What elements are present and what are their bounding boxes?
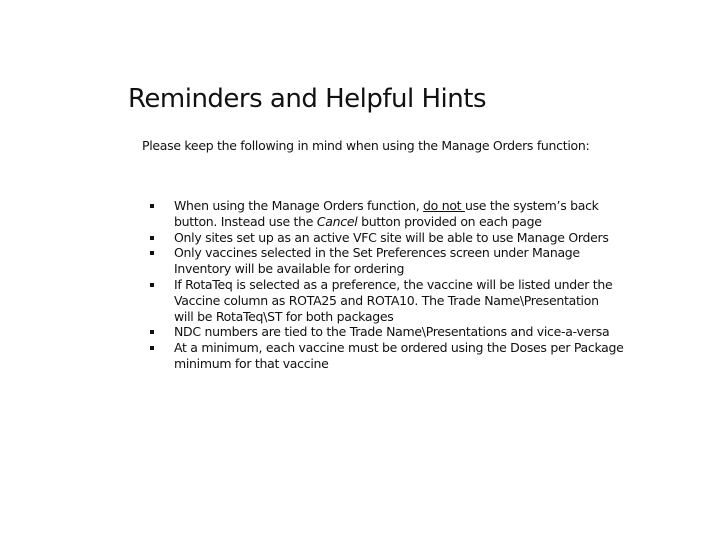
bullet-line: Vaccine column as ROTA25 and ROTA10. The Trade Name\Presentation	[174, 292, 599, 308]
square-bullet-icon	[150, 204, 154, 208]
bullet-line: If RotaTeq is selected as a preference, the vaccine will be listed under the	[174, 276, 613, 292]
bullet-line: minimum for that vaccine	[174, 355, 329, 371]
bullet-item-back-button	[150, 198, 630, 230]
bullet-line: Inventory will be available for ordering	[174, 261, 405, 277]
bullet-text: use the system’s back	[464, 198, 599, 213]
slide-subtitle: Please keep the following in mind when using the Manage Orders function:	[142, 138, 590, 153]
bullet-text: button provided on each page	[357, 213, 542, 229]
bullet-item-ndc-numbers	[150, 324, 630, 340]
square-bullet-icon	[150, 346, 154, 350]
bullet-text-italic: Cancel	[316, 213, 358, 229]
square-bullet-icon	[150, 236, 154, 240]
bullet-text-underlined: do not	[423, 198, 465, 213]
bullet-text: When using the Manage Orders function,	[174, 198, 424, 213]
square-bullet-icon	[150, 330, 154, 334]
bullet-line: NDC numbers are tied to the Trade Name\Presentations and vice-a-versa	[174, 324, 610, 340]
bullet-item-set-preferences	[150, 245, 630, 277]
bullet-item-rotateq	[150, 277, 630, 324]
bullet-text: button. Instead use the	[174, 213, 317, 229]
bullet-list	[150, 198, 630, 372]
bullet-line: Only sites set up as an active VFC site will be able to use Manage Orders	[174, 229, 609, 245]
slide-title: Reminders and Helpful Hints	[128, 84, 486, 114]
bullet-item-active-vfc	[150, 230, 630, 246]
bullet-line	[174, 214, 630, 230]
bullet-line	[174, 198, 630, 214]
bullet-line: At a minimum, each vaccine must be ordered using the Doses per Package	[174, 340, 624, 356]
square-bullet-icon	[150, 251, 154, 255]
bullet-line: Only vaccines selected in the Set Preferences screen under Manage	[174, 245, 580, 261]
bullet-item-doses-per-package	[150, 340, 630, 372]
square-bullet-icon	[150, 283, 154, 287]
bullet-line: will be RotaTeq\ST for both packages	[174, 308, 394, 324]
